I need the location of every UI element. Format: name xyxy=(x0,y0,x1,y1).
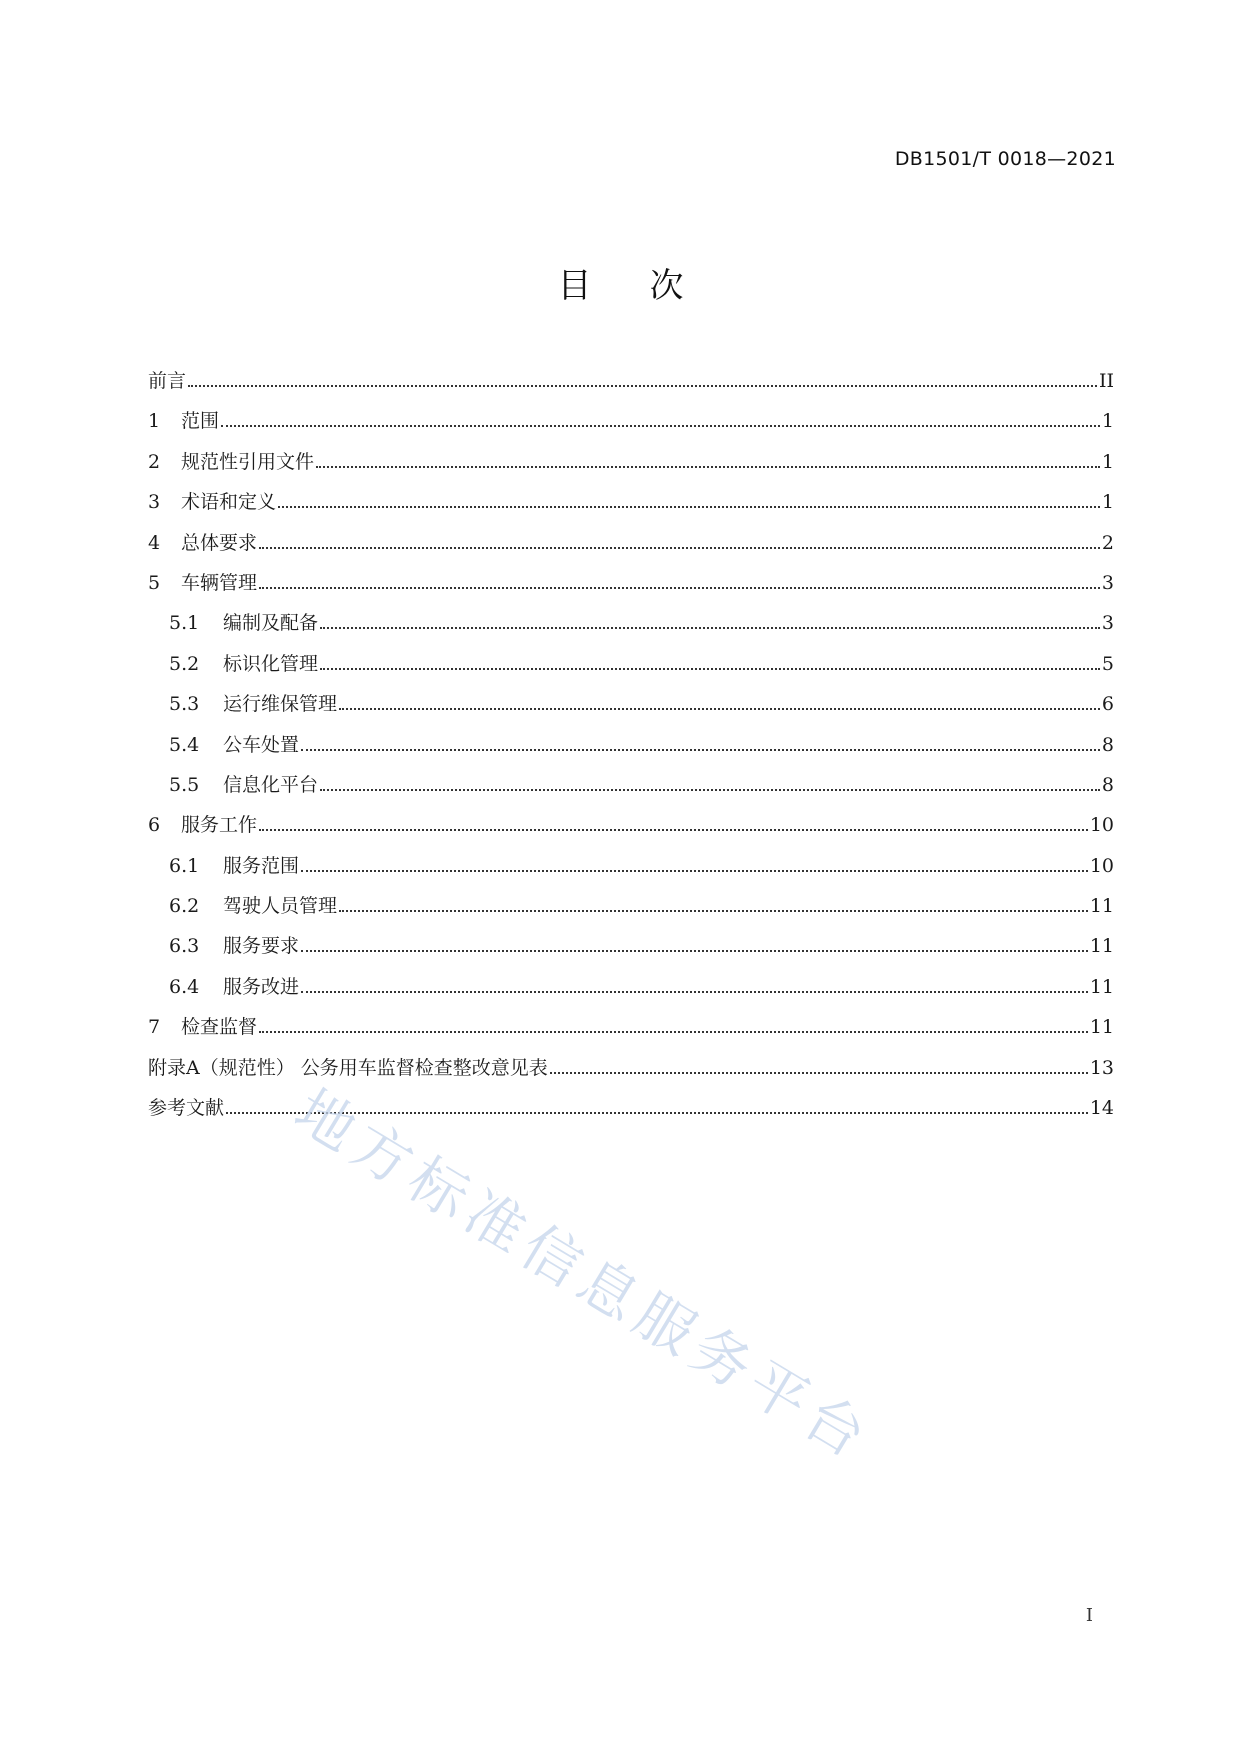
toc-entry-title: 车辆管理 xyxy=(181,571,258,594)
toc-entry-title: 服务范围 xyxy=(223,854,300,877)
toc-entry[interactable] xyxy=(148,649,1114,689)
toc-entry-page: 11 xyxy=(1089,935,1114,958)
toc-entry-page: 3 xyxy=(1101,571,1114,594)
toc-entry[interactable] xyxy=(148,851,1114,891)
dot-leader xyxy=(221,424,1100,427)
toc-entry[interactable] xyxy=(148,730,1114,770)
toc-entry[interactable] xyxy=(148,568,1114,608)
toc-entry-page: 3 xyxy=(1101,612,1114,635)
toc-entry[interactable] xyxy=(148,608,1114,648)
dot-leader xyxy=(259,828,1088,831)
toc-entry-title: 参考文献 xyxy=(148,1097,225,1120)
toc-entry-page: 11 xyxy=(1089,975,1114,998)
toc-entry[interactable] xyxy=(148,487,1114,527)
toc-entry-page: 1 xyxy=(1101,410,1114,433)
toc-entry-page: II xyxy=(1098,370,1114,392)
toc-entry[interactable] xyxy=(148,528,1114,568)
toc-entry-number: 5.4 xyxy=(169,733,200,756)
dot-leader xyxy=(278,505,1100,508)
dot-leader xyxy=(301,949,1088,952)
toc-entry-page: 13 xyxy=(1089,1056,1114,1079)
toc-entry-page: 8 xyxy=(1101,733,1114,756)
toc-entry[interactable] xyxy=(148,1093,1114,1133)
toc-entry-number: 6.4 xyxy=(169,975,200,998)
page-number: I xyxy=(1085,1605,1093,1626)
watermark: 地方标准信息服务平台 xyxy=(283,1076,885,1475)
toc-entry-page: 6 xyxy=(1101,693,1114,716)
toc-entry-number: 5 xyxy=(148,571,161,594)
toc-entry-title: 附录A（规范性） 公务用车监督检查整改意见表 xyxy=(148,1056,548,1079)
toc-entry[interactable] xyxy=(148,770,1114,810)
toc-entry-title: 编制及配备 xyxy=(223,612,319,635)
toc-entry-number: 6.1 xyxy=(169,854,200,877)
toc-entry-number: 7 xyxy=(148,1016,161,1039)
toc-entry-number: 5.3 xyxy=(169,693,200,716)
toc-entry-page: 1 xyxy=(1101,450,1114,473)
toc-entry-title: 运行维保管理 xyxy=(223,693,338,716)
toc-entry[interactable] xyxy=(148,931,1114,971)
toc-entry[interactable] xyxy=(148,891,1114,931)
toc-entry-page: 1 xyxy=(1101,491,1114,514)
toc-entry-page: 8 xyxy=(1101,773,1114,796)
toc-entry-title: 检查监督 xyxy=(181,1016,258,1039)
toc-entry-number: 6.3 xyxy=(169,935,200,958)
table-of-contents xyxy=(148,366,1114,1133)
toc-entry[interactable] xyxy=(148,689,1114,729)
toc-entry[interactable] xyxy=(148,810,1114,850)
toc-entry-number: 4 xyxy=(148,531,161,554)
toc-entry-number: 6.2 xyxy=(169,895,200,918)
dot-leader xyxy=(550,1071,1088,1074)
toc-entry-title: 总体要求 xyxy=(181,531,258,554)
toc-entry-page: 10 xyxy=(1089,854,1114,877)
toc-entry-page: 10 xyxy=(1089,814,1114,837)
toc-entry-title: 前言 xyxy=(148,370,187,392)
toc-entry-number: 1 xyxy=(148,410,161,433)
toc-entry[interactable] xyxy=(148,972,1114,1012)
toc-entry-page: 11 xyxy=(1089,895,1114,918)
dot-leader xyxy=(188,384,1097,387)
toc-entry[interactable] xyxy=(148,406,1114,446)
toc-entry-page: 2 xyxy=(1101,531,1114,554)
toc-entry-number: 6 xyxy=(148,814,161,837)
dot-leader xyxy=(316,465,1100,468)
toc-entry-page: 5 xyxy=(1101,652,1114,675)
toc-entry-number: 5.2 xyxy=(169,652,200,675)
dot-leader xyxy=(301,869,1088,872)
toc-entry-title: 信息化平台 xyxy=(223,773,319,796)
dot-leader xyxy=(301,748,1100,751)
toc-entry-title: 标识化管理 xyxy=(223,652,319,675)
dot-leader xyxy=(320,626,1100,629)
document-code: DB1501/T 0018—2021 xyxy=(894,148,1116,170)
dot-leader xyxy=(259,546,1100,549)
toc-entry-number: 2 xyxy=(148,450,161,473)
toc-entry-title: 术语和定义 xyxy=(181,491,277,514)
toc-entry[interactable] xyxy=(148,366,1114,406)
toc-entry-number: 5.5 xyxy=(169,773,200,796)
toc-entry[interactable] xyxy=(148,447,1114,487)
dot-leader xyxy=(226,1111,1088,1114)
toc-entry-number: 5.1 xyxy=(169,612,200,635)
toc-entry-title: 服务工作 xyxy=(181,814,258,837)
toc-entry-title: 规范性引用文件 xyxy=(181,450,315,473)
toc-entry-number: 3 xyxy=(148,491,161,514)
toc-entry-title: 驾驶人员管理 xyxy=(223,895,338,918)
toc-entry-title: 公车处置 xyxy=(223,733,300,756)
dot-leader xyxy=(259,586,1100,589)
toc-entry-page: 14 xyxy=(1089,1097,1114,1120)
dot-leader xyxy=(320,667,1100,670)
toc-entry-title: 服务改进 xyxy=(223,975,300,998)
toc-entry-title: 服务要求 xyxy=(223,935,300,958)
toc-entry[interactable] xyxy=(148,1053,1114,1093)
toc-entry-title: 范围 xyxy=(181,410,220,433)
dot-leader xyxy=(259,1030,1088,1033)
dot-leader xyxy=(339,909,1088,912)
page-title: 目次 xyxy=(557,266,742,306)
toc-entry[interactable] xyxy=(148,1012,1114,1052)
toc-entry-page: 11 xyxy=(1089,1016,1114,1039)
dot-leader xyxy=(301,990,1088,993)
dot-leader xyxy=(339,707,1100,710)
dot-leader xyxy=(320,788,1100,791)
